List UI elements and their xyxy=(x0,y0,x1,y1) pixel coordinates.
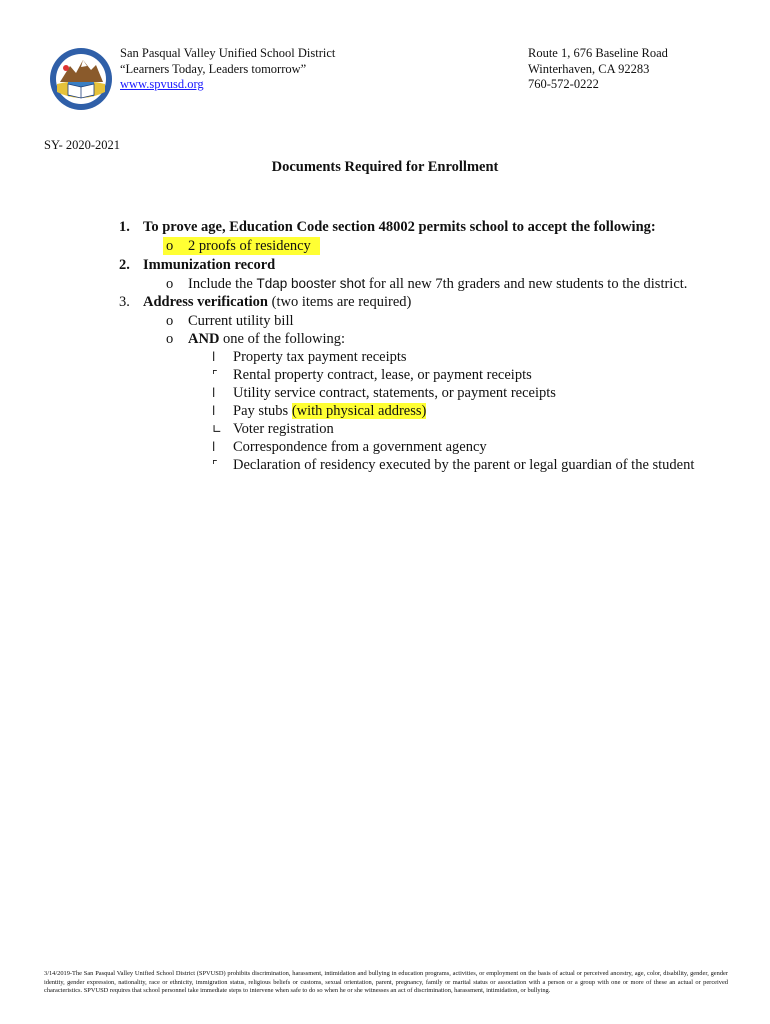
item-number: 2. xyxy=(119,257,130,273)
item-text: To prove age, Education Code section 48002 permits school to accept the following: xyxy=(143,219,656,235)
option-text: Pay stubs (with physical address) xyxy=(233,403,427,419)
option-bullet-icon: l xyxy=(212,440,216,454)
item-text: Address verification (two items are required) xyxy=(143,294,412,310)
phone-number: 760-572-0222 xyxy=(528,77,599,91)
district-address xyxy=(528,46,668,93)
address-line-1: Route 1, 676 Baseline Road xyxy=(528,46,668,60)
sub-item-text: Current utility bill xyxy=(188,313,294,329)
sub-bullet: o xyxy=(166,238,174,254)
option-bullet-icon: l xyxy=(212,350,216,364)
school-year: SY- 2020-2021 xyxy=(44,138,121,152)
district-info xyxy=(120,46,335,93)
district-motto: “Learners Today, Leaders tomorrow” xyxy=(120,61,307,76)
option-text: Voter registration xyxy=(233,421,334,437)
option-text: Rental property contract, lease, or payment receipts xyxy=(233,367,532,383)
sub-bullet: o xyxy=(166,331,174,347)
option-text: Property tax payment receipts xyxy=(233,349,407,365)
sub-item-text: Include the Tdap booster shot for all new 7th graders and new students to the district. xyxy=(188,276,688,292)
option-text: Declaration of residency executed by the parent or legal guardian of the student xyxy=(233,457,695,473)
sub-bullet: o xyxy=(166,276,174,292)
item-number: 3. xyxy=(119,294,130,310)
district-logo-icon xyxy=(48,46,114,112)
item-number: 1. xyxy=(119,219,130,235)
option-bullet-icon: l xyxy=(212,404,216,418)
address-line-2: Winterhaven, CA 92283 xyxy=(528,61,650,76)
option-bullet-icon: ⌜ xyxy=(212,368,218,382)
nondiscrimination-footer: 3/14/2019-The San Pasqual Valley Unified School District (SPVUSD) prohibits discrimination, harassment, intimidation and bullying in education programs, activities, or employment on the basis of actual or perceived ancestry, age, color, disability, gender, gender identity, gender expression, nationality, race or ethnicity, immigration status, religious beliefs or customs, sexual orientation, parent, pregnancy, family or marital status or association with a person or a group with one or more of these an actual or perceived characteristics. SPVUSD requires that school personnel take immediate steps to intervene when safe to do so when he or she witnesses an act of discrimination, harassment, intimidation, or bullying. xyxy=(44,970,728,995)
sub-item-text: 2 proofs of residency xyxy=(188,238,311,254)
sub-item-text: AND one of the following: xyxy=(188,331,346,347)
option-text: Utility service contract, statements, or payment receipts xyxy=(233,385,556,401)
option-bullet-icon: ∟ xyxy=(212,422,223,436)
item-text: Immunization record xyxy=(143,257,276,273)
page-title: Documents Required for Enrollment xyxy=(271,159,499,175)
option-bullet-icon: l xyxy=(212,386,216,400)
sub-bullet: o xyxy=(166,313,174,329)
option-bullet-icon: ⌜ xyxy=(212,458,218,472)
option-text: Correspondence from a government agency xyxy=(233,439,487,455)
website-link[interactable]: www.spvusd.org xyxy=(120,77,204,91)
district-name: San Pasqual Valley Unified School District xyxy=(120,46,336,60)
highlighted-text: (with physical address) xyxy=(291,403,427,419)
